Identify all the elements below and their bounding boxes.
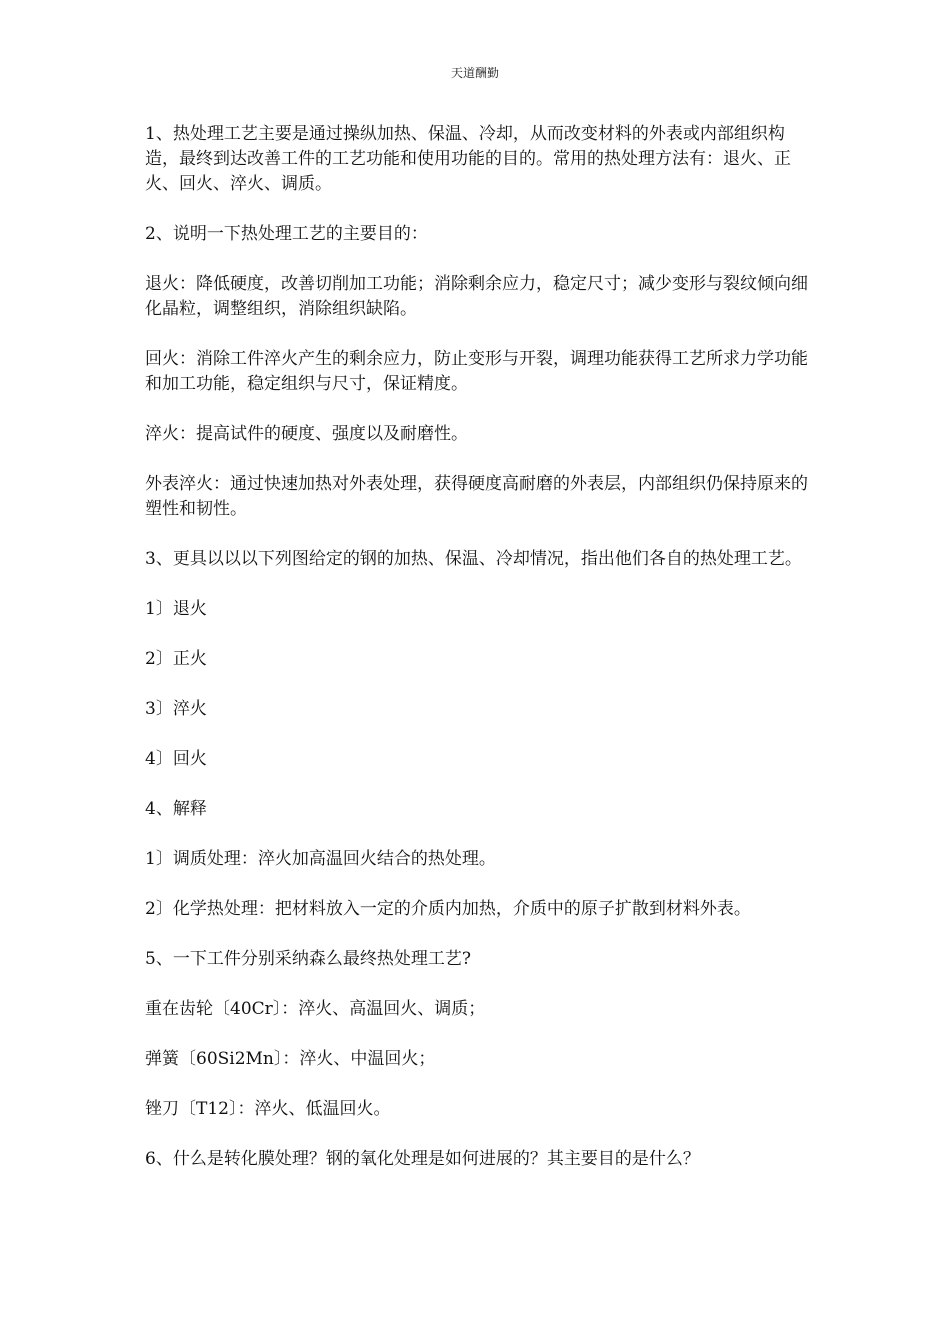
paragraph-annealing: 退火：降低硬度，改善切削加工功能；消除剩余应力，稳定尺寸；减少变形与裂纹倾向细化晶粒，调整组织，消除组织缺陷。 — [145, 274, 808, 319]
list-item: 弹簧〔60Si2Mn〕：淬火、中温回火； — [145, 1049, 436, 1069]
list-item: 2〕正火 — [145, 649, 207, 669]
paragraph-4: 4、解释 — [145, 799, 207, 819]
list-item: 3〕淬火 — [145, 699, 207, 719]
list-item: 重在齿轮〔40Cr〕：淬火、高温回火、调质； — [145, 999, 486, 1019]
paragraph-quenching: 淬火：提高试件的硬度、强度以及耐磨性。 — [145, 424, 468, 444]
list-item: 锉刀〔T12〕：淬火、低温回火。 — [145, 1099, 391, 1119]
document-body — [145, 122, 815, 1197]
page-header: 天道酬勤 — [450, 66, 499, 80]
paragraph-5: 5、一下工件分别采纳森么最终热处理工艺? — [145, 949, 471, 969]
list-item: 1〕调质处理：淬火加高温回火结合的热处理。 — [145, 849, 496, 869]
paragraph-1: 1、热处理工艺主要是通过操纵加热、保温、冷却，从而改变材料的外表或内部组织构造，最终到达改善工件的工艺功能和使用功能的目的。常用的热处理方法有：退火、正火、回火、淬火、调质。 — [145, 124, 791, 194]
list-item: 4〕回火 — [145, 749, 207, 769]
paragraph-2: 2、说明一下热处理工艺的主要目的： — [145, 224, 428, 244]
list-item: 2〕化学热处理：把材料放入一定的介质内加热，介质中的原子扩散到材料外表。 — [145, 899, 751, 919]
paragraph-3: 3、更具以以以下列图给定的钢的加热、保温、冷却情况，指出他们各自的热处理工艺。 — [145, 549, 802, 569]
list-item: 1〕退火 — [145, 599, 207, 619]
paragraph-6: 6、什么是转化膜处理？钢的氧化处理是如何进展的？其主要目的是什么？ — [145, 1149, 700, 1169]
paragraph-tempering: 回火：消除工件淬火产生的剩余应力，防止变形与开裂，调理功能获得工艺所求力学功能和加工功能，稳定组织与尺寸，保证精度。 — [145, 349, 808, 394]
paragraph-surface-quenching: 外表淬火：通过快速加热对外表处理，获得硬度高耐磨的外表层，内部组织仍保持原来的塑性和韧性。 — [145, 474, 808, 519]
